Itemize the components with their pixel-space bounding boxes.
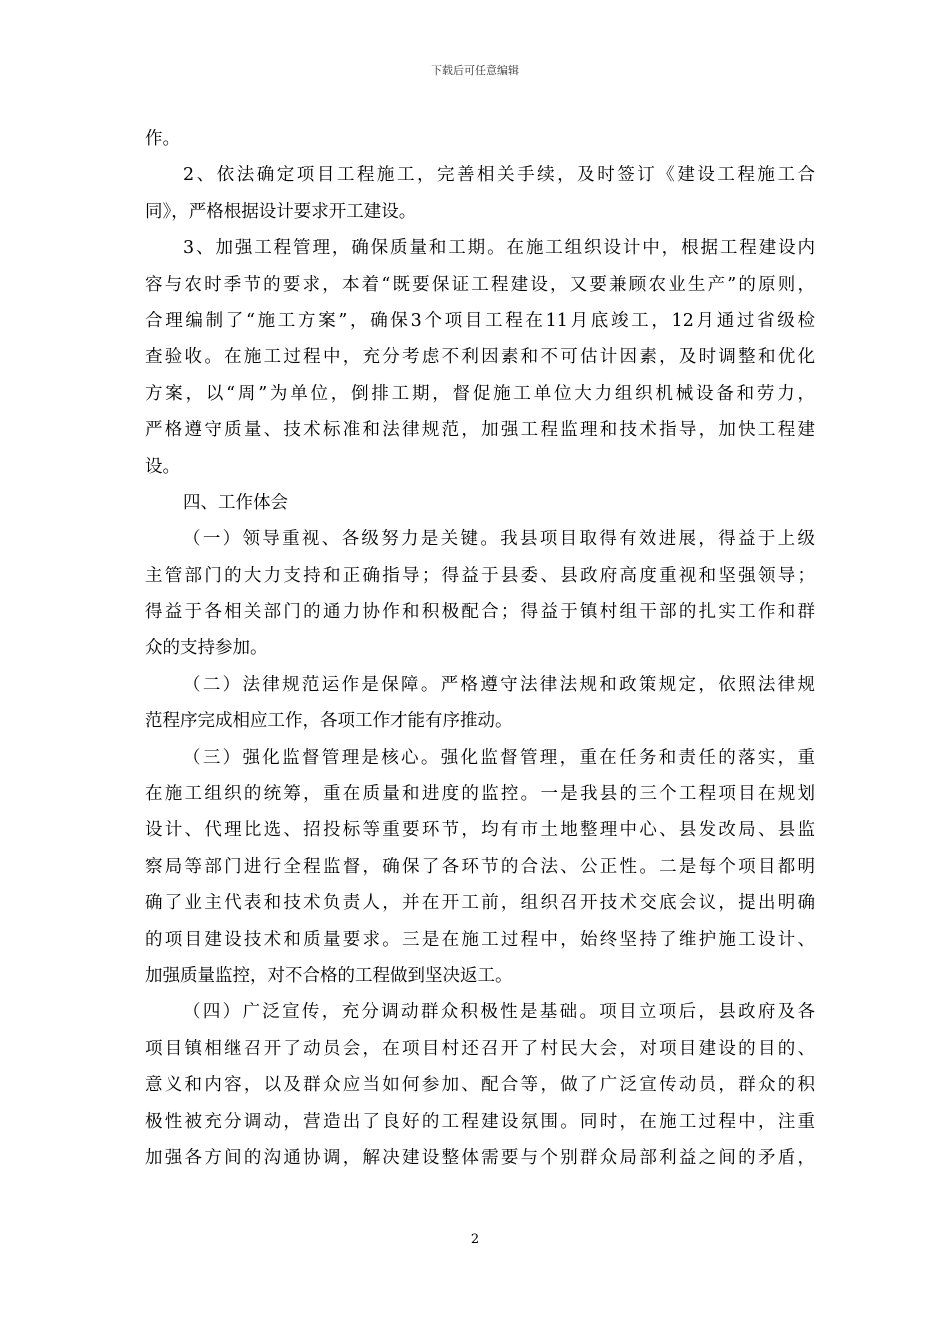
body-line: 合理编制了“施工方案”，确保3个项目工程在11月底竣工，12月通过省级检 xyxy=(145,310,815,331)
body-line: 查验收。在施工过程中，充分考虑不利因素和不可估计因素，及时调整和优化 xyxy=(145,347,815,368)
body-line: 察局等部门进行全程监督，确保了各环节的合法、公正性。二是每个项目都明 xyxy=(145,856,815,877)
body-line: 方案，以“周”为单位，倒排工期，督促施工单位大力组织机械设备和劳力， xyxy=(145,383,815,404)
body-line: 项目镇相继召开了动员会，在项目村还召开了村民大会，对项目建设的目的、 xyxy=(145,1038,815,1059)
body-line: 得益于各相关部门的通力协作和积极配合；得益于镇村组干部的扎实工作和群 xyxy=(145,602,815,623)
body-line: （一）领导重视、各级努力是关键。我县项目取得有效进展，得益于上级 xyxy=(183,529,815,550)
page-header: 下载后可任意编辑 xyxy=(431,64,519,77)
body-line: 设计、代理比选、招投标等重要环节，均有市土地整理中心、县发改局、县监 xyxy=(145,820,815,841)
body-line: 2、依法确定项目工程施工，完善相关手续，及时签订《建设工程施工合 xyxy=(183,165,815,186)
body-line: 加强各方间的沟通协调，解决建设整体需要与个别群众局部利益之间的矛盾， xyxy=(145,1147,815,1168)
body-line: 作。 xyxy=(145,129,180,149)
body-line: 设。 xyxy=(145,456,180,477)
body-line: 众的支持参加。 xyxy=(145,638,268,659)
body-line: 3、加强工程管理，确保质量和工期。在施工组织设计中，根据工程建设内 xyxy=(183,238,815,259)
body-line: （二）法律规范运作是保障。严格遵守法律法规和政策规定，依照法律规 xyxy=(183,674,815,695)
body-line: 在施工组织的统筹，重在质量和进度的监控。一是我县的三个工程项目在规划 xyxy=(145,784,815,805)
body-line: 容与农时季节的要求，本着“既要保证工程建设，又要兼顾农业生产”的原则， xyxy=(145,274,815,295)
document-body xyxy=(145,121,815,1176)
body-line: 同》，严格根据设计要求开工建设。 xyxy=(145,201,417,222)
body-line: 主管部门的大力支持和正确指导；得益于县委、县政府高度重视和坚强领导； xyxy=(145,565,815,586)
body-line: 加强质量监控，对不合格的工程做到坚决返工。 xyxy=(145,965,513,986)
body-line: （三）强化监督管理是核心。强化监督管理，重在任务和责任的落实，重 xyxy=(183,747,815,768)
body-line: 意义和内容，以及群众应当如何参加、配合等，做了广泛宣传动员，群众的积 xyxy=(145,1075,815,1096)
body-line: 的项目建设技术和质量要求。三是在施工过程中，始终坚持了维护施工设计、 xyxy=(145,929,815,950)
body-line: 极性被充分调动，营造出了良好的工程建设氛围。同时，在施工过程中，注重 xyxy=(145,1111,815,1132)
section-heading: 四、工作体会 xyxy=(183,492,288,513)
body-line: 确了业主代表和技术负责人，并在开工前，组织召开技术交底会议，提出明确 xyxy=(145,893,815,914)
body-line: 范程序完成相应工作，各项工作才能有序推动。 xyxy=(145,711,513,732)
body-line: 严格遵守质量、技术标准和法律规范，加强工程监理和技术指导，加快工程建 xyxy=(145,420,815,441)
body-line: （四）广泛宣传，充分调动群众积极性是基础。项目立项后，县政府及各 xyxy=(183,1002,815,1023)
page-number: 2 xyxy=(470,1232,480,1247)
